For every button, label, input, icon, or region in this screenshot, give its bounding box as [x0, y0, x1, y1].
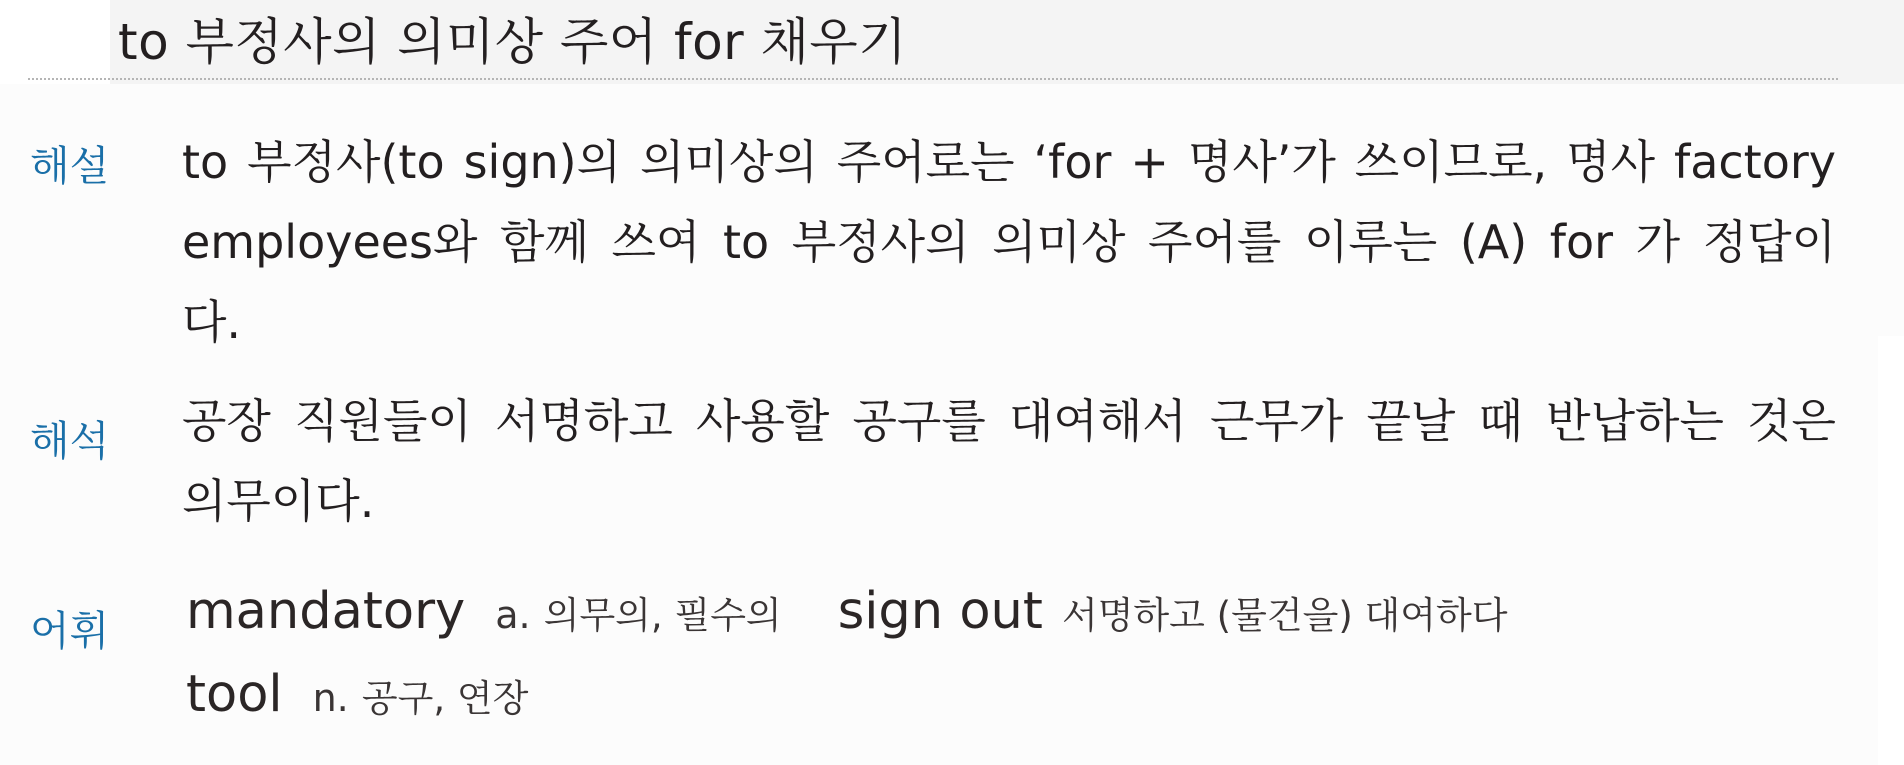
- title-left-margin: [0, 0, 110, 84]
- vocab-meaning: 공구, 연장: [361, 677, 529, 720]
- vocab-meaning: 서명하고 (물건을) 대여하다: [1061, 594, 1508, 637]
- vocab-pos: n.: [312, 676, 349, 720]
- page-title: to 부정사의 의미상 주어 for 채우기: [118, 13, 908, 71]
- vocab-term: tool: [186, 665, 283, 724]
- vocab-line-1: [186, 582, 1508, 641]
- vocabulary-label: 어휘: [30, 607, 110, 655]
- translation-label: 해석: [30, 417, 110, 465]
- explanation-text: to 부정사(to sign)의 의미상의 주어로는 ‘for + 명사’가 쓰이므로, 명사 factory employees와 함께 쓰여 to 부정사의 의미상 주어를 이루는 (A) for 가 정답이다.: [182, 135, 1836, 349]
- translation-text: 공장 직원들이 서명하고 사용할 공구를 대여해서 근무가 끝날 때 반납하는 것은 의무이다.: [182, 394, 1836, 528]
- explanation-label: 해설: [30, 142, 110, 190]
- vocab-line-2: [186, 665, 528, 724]
- vocab-term: sign out: [837, 582, 1043, 641]
- vocab-pos: a.: [495, 593, 531, 637]
- vocab-term: mandatory: [186, 582, 466, 641]
- vocab-meaning: 의무의, 필수의: [543, 594, 782, 637]
- scan-edge-strip: [1878, 336, 1904, 765]
- dotted-divider: [28, 78, 1838, 80]
